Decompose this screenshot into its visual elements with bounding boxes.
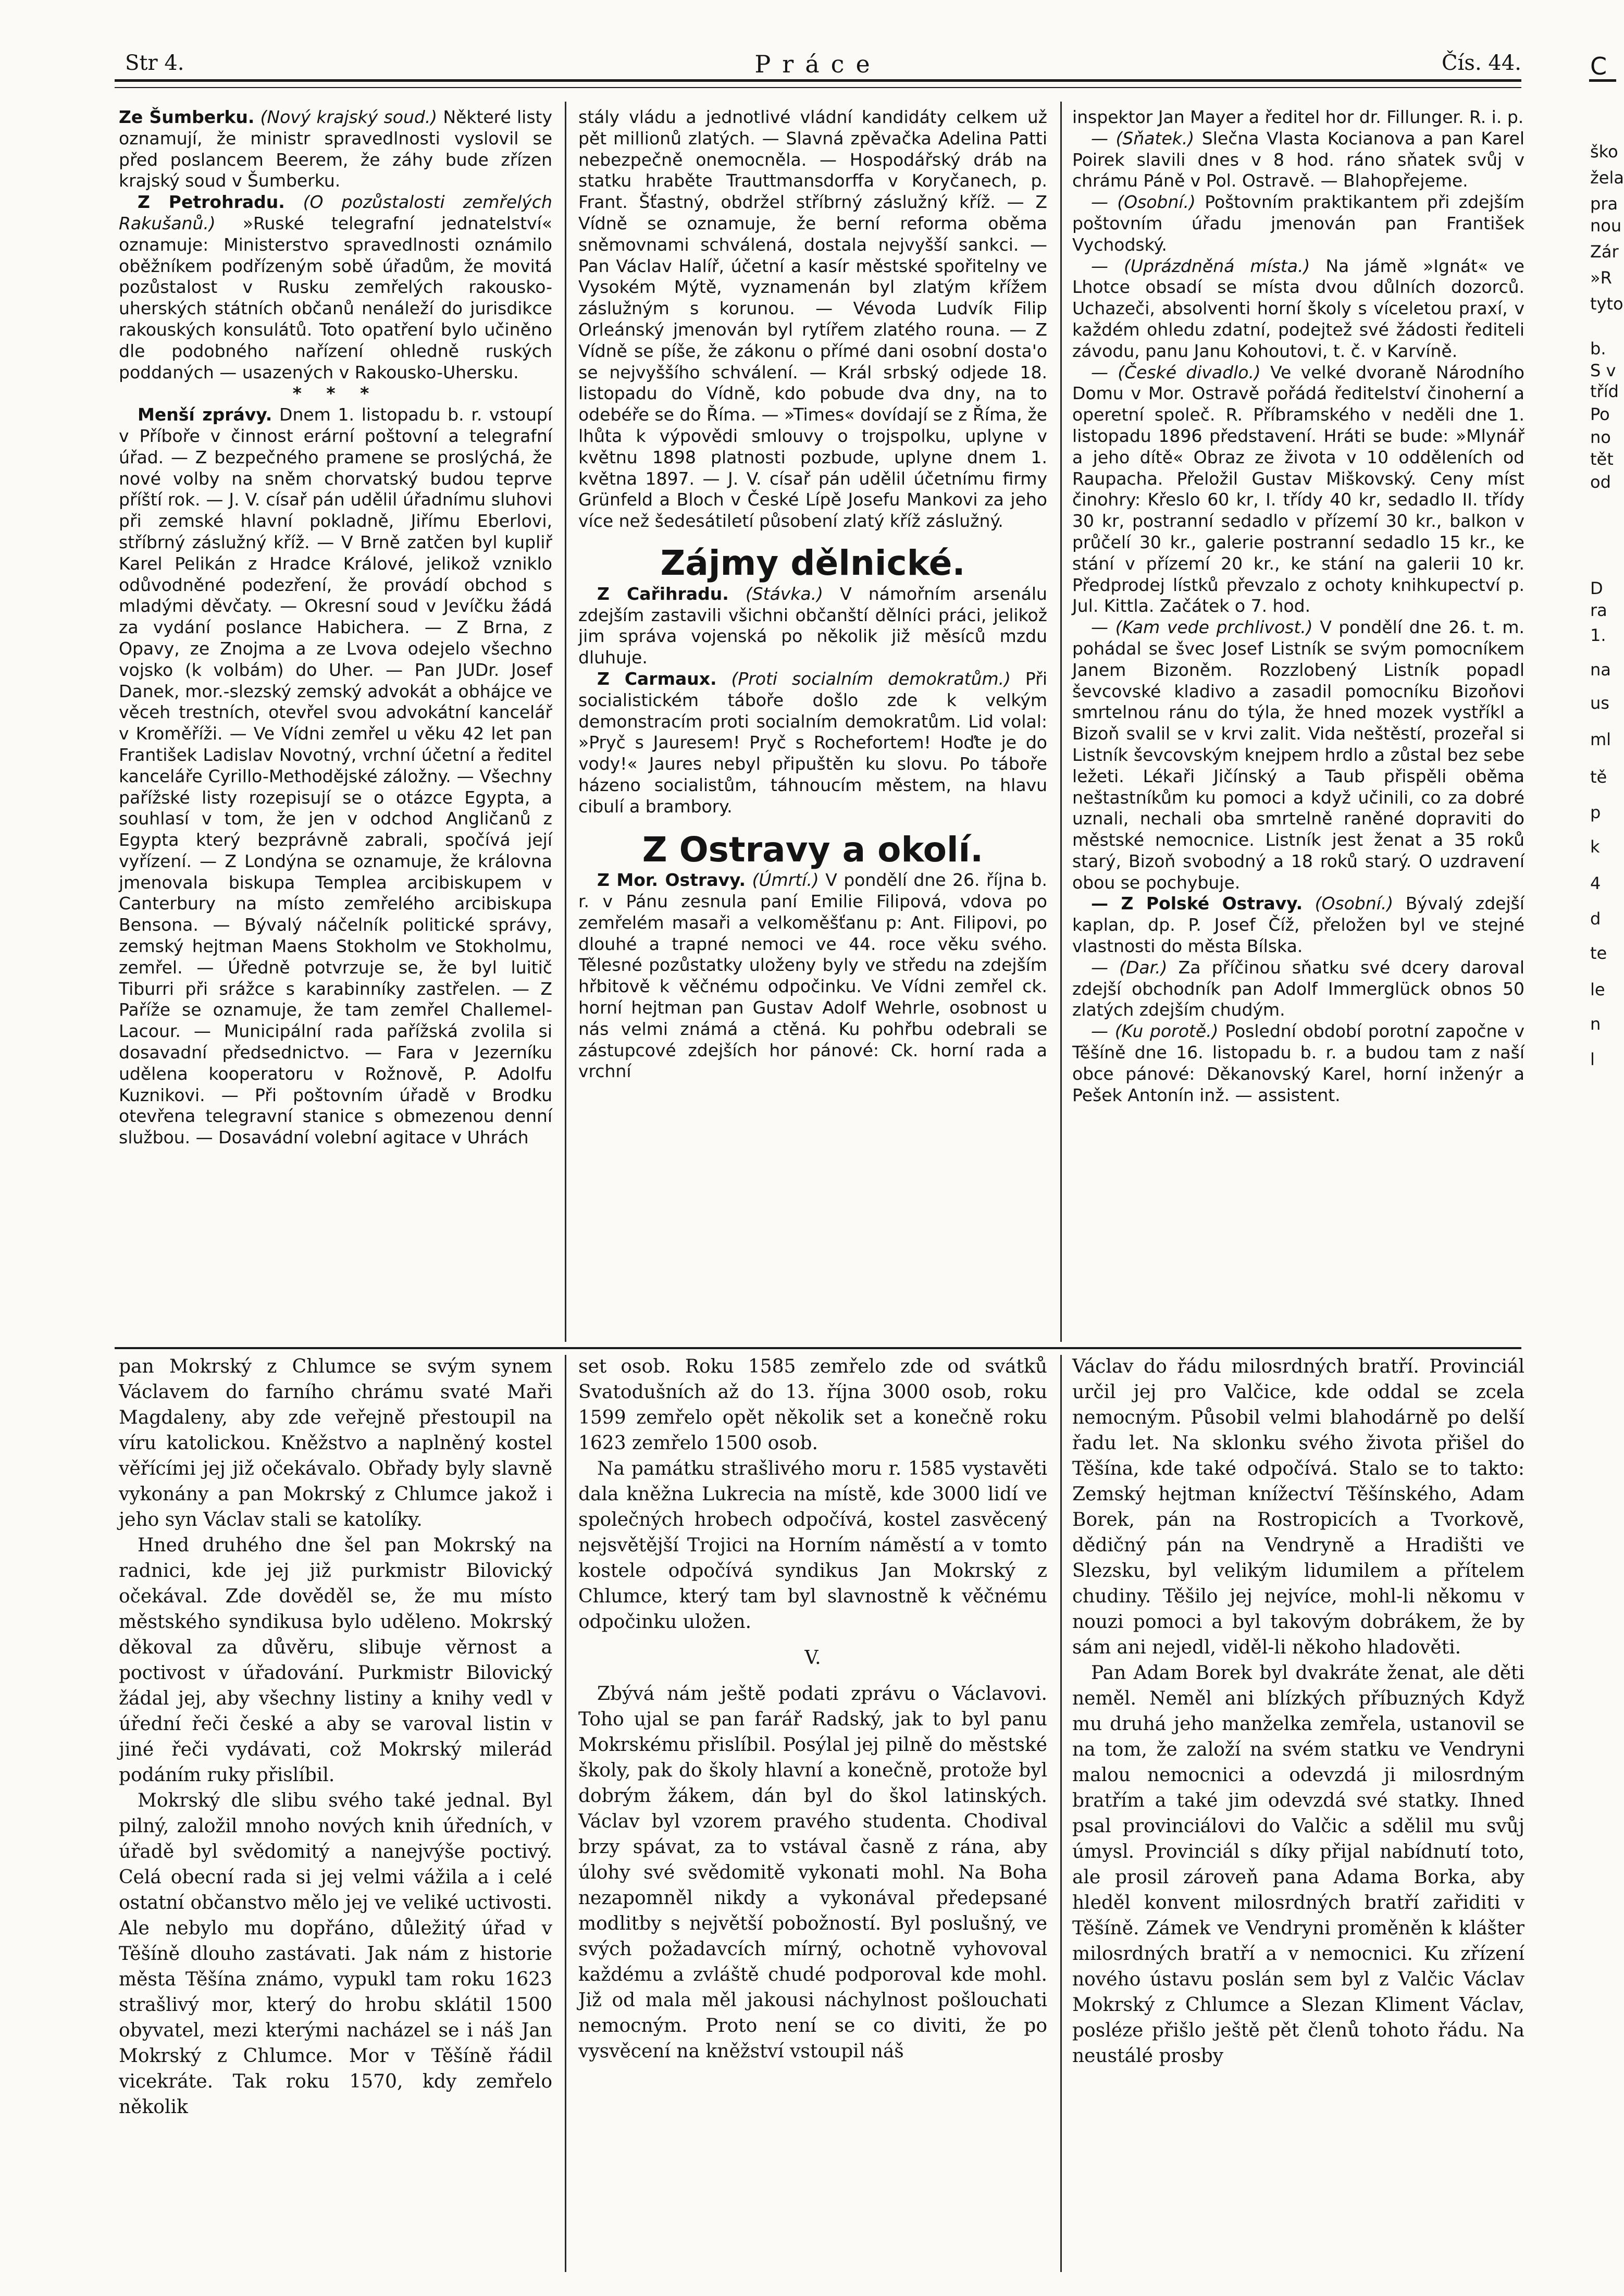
item-heading: — Z Polské Ostravy. — [1091, 893, 1303, 914]
item-subheading: — (Ku porotě.) — [1091, 1021, 1219, 1042]
edge-fragment: Zár — [1590, 242, 1619, 262]
edge-fragment: p — [1590, 803, 1601, 822]
item-subheading: — (Sňatek.) — [1091, 128, 1195, 149]
chapter-number: V. — [804, 1647, 821, 1669]
page-number: Str 4. — [125, 51, 184, 75]
news-item — [119, 192, 552, 383]
feuilleton-paragraph: Zbývá nám ještě podati zprávu o Václavovi. Toho ujal se pan farář Radský, jak to byl panu Mokrskému přislíbil. Posýlal jej pilně do městské školy, pak do školy hlavní a konečně, protože byl dobrým žákem, dán byl do škol latinských. Václav byl vzorem pravého studenta. Chodival brzy spávat, za to vstával časně z rána, aby úlohy své svědomitě vykonati mohl. Na Boha nezapomněl nikdy a vykonával předepsané modlitby s největší pobožností. Byl poslušný, ve svých požadavcích mírný, ochotně vyhovoval každému a zvláště chudé podporoval kde mohl. Již od mala měl jakousi náchylnost pošlouchati nemocným. Proto není se co diviti, že po vysvěcení na kněžství vstoupil náš — [578, 1683, 1047, 2062]
next-page-edge — [1589, 0, 1624, 2296]
item-text: inspektor Jan Mayer a ředitel hor dr. Fillunger. R. i. p. — [1072, 107, 1524, 127]
edge-fragment: no — [1590, 427, 1611, 447]
edge-fragment: nou — [1590, 216, 1622, 236]
item-heading: Z Carmaux. — [597, 668, 717, 689]
news-item — [119, 107, 552, 192]
news-item — [1072, 107, 1524, 128]
edge-fragment: n — [1590, 1014, 1601, 1034]
item-text: Poslední období porotní započne v Těšíně dne 16. listopadu b. r. a budou tam z naší obce pánové: Děkanovský Karel, horní inženýr a Pešek Antonín inž. — assistent. — [1072, 1021, 1524, 1105]
feuilleton-paragraph: Pan Adam Borek byl dvakráte ženat, ale děti neměl. Neměl ani blízkých příbuzných Když mu druhá jeho manželka zemřela, ustanovil se na tom, že založí na svém statku ve Vendryni malou nemocnici a odevzdá ji milosrdným bratřím a také jim odevzdá své statky. Ihned psal provinciálovi do Valčic a sdělil mu svůj úmysl. Provinciál s díky přijal nabídnutí toto, ale prosil zároveň pana Adama Borka, aby hleděl konvent milosrdných bratří zařiditi v Těšíně. Zámek ve Vendryni proměněn k klášter milosrdných bratří a v nemocnici. Ku zřízení nového ústavu poslán sem byl z Valčic Václav Mokrský z Chlumce a Slezan Kliment Václav, posléze přišlo ještě pět členů tohoto řádu. Na neustálé prosby — [1072, 1662, 1524, 2067]
feuilleton-paragraph: Hned druhého dne šel pan Mokrský na radnici, kde jej již purkmistr Bilovický očekával. Zde dověděl se, že mu místo městského syndikusa bylo uděleno. Mokrský děkoval za důvěru, slibuje věrnost a poctivost v úřadování. Purkmistr Bilovický žádal jej, aby všechny listiny a knihy vedl v úřední řeči české a aby se varoval listin v jiné řeči vydávati, což Mokrský milerád podáním ruky přislíbil. — [119, 1535, 552, 1786]
item-text: Při socialistickém táboře došlo zde k velkým demonstracím proti socialním demokratům. Lid volal: »Pryč s Jauresem! Pryč s Rochefortem! Hoďte je do vody!« Jaures nebyl připuštěn ku slovu. Po táboře házeno socialistům, táhnoucím městem, na hlavu cibulí a brambory. — [578, 668, 1047, 817]
edge-fragment: »R — [1590, 268, 1612, 288]
column-2 — [578, 107, 1047, 1082]
news-item — [1072, 893, 1524, 957]
column-3 — [1072, 107, 1524, 1106]
item-text: Slečna Vlasta Kocianova a pan Karel Poirek slavili dnes v 8 hod. ráno sňatek svůj v chrámu Páně v Pol. Ostravě. — Blahopřejeme. — [1072, 128, 1525, 191]
edge-fragment: C — [1590, 52, 1607, 80]
feuilleton-paragraph: pan Mokrský z Chlumce se svým synem Václavem do farního chrámu svaté Maři Magdaleny, aby zde veřejně přestoupil na víru katolickou. Kněžstvo a naplněný kostel věřícími jej již očekávalo. Obřady byly slavně vykonány a pan Mokrský z Chlumce jakož i jeho syn Václav stali se katolíky. — [119, 1356, 552, 1530]
news-item — [1072, 256, 1524, 362]
item-text: V pondělí dne 26. října b. r. v Pánu zesnula paní Emilie Filipová, vdova po zemřelém masaři a velkoměšťanu p: Ant. Filipovi, po dlouhé a trapné nemoci ve 44. roce věku svého. Tělesné pozůstatky uloženy byly ve středu na zdejším hřbitově k věčnému odpočinku. Ve Vídni zemřel ck. horní hejtman pan Gustav Adolf Wehrle, osobnost u nás velmi známá a ctěná. Ku pohřbu odebrali se zástupcové zdejších hor pánové: Ck. horní rada a vrchní — [578, 870, 1047, 1082]
item-text: Bývalý zdejší kaplan, dp. P. Josef Číž, přeložen byl ve stejné vlastnosti do města Bílska. — [1072, 893, 1524, 957]
edge-fragment: le — [1590, 980, 1605, 999]
header-rule — [115, 79, 1521, 88]
edge-fragment: Po — [1590, 404, 1610, 424]
feuilleton-paragraph: Na památku strašlivého moru r. 1585 vystavěti dala kněžna Lukrecia na místě, kde 3000 lidí ve společných hrobech odpočívá, kostel zasvěcený nejsvětější Trojici na Horním náměstí a v tomto kostele odpočívá syndikus Jan Mokrský z Chlumce, který tam byl slavnostně k věčnému odpočinku uložen. — [578, 1458, 1047, 1633]
feuilleton-paragraph: Mokrský dle slibu svého také jednal. Byl pilný, založil mnoho nových knih úředních, v úřadě byl svědomitý a nanejvýše poctivý. Celá obecní rada si jej velmi vážila a i celé ostatní občanstvo mělo jej ve veliké uctivosti. Ale nebylo mu dopřáno, důležitý úřad v Těšíně dlouho zastávati. Jak nám z historie města Těšína známo, vypukl tam roku 1623 strašlivý mor, který do hrobu sklátil 1500 obyvatel, mezi kterými nacházel se i náš Jan Mokrský z Chlumce. Mor v Těšíně řádil vicekráte. Tak roku 1570, kdy zemřelo několik — [119, 1790, 552, 2118]
item-subheading: (Stávka.) — [745, 583, 824, 604]
item-subheading: — (Uprázdněná místa.) — [1091, 255, 1310, 276]
item-subheading: (Osobní.) — [1315, 893, 1394, 914]
edge-fragment: tyto — [1590, 294, 1623, 314]
edge-fragment: na — [1590, 660, 1611, 680]
feuilleton-column-2 — [578, 1354, 1047, 2064]
item-heading: Z Petrohradu. — [138, 192, 285, 213]
news-item — [1072, 957, 1524, 1021]
edge-fragment: ra — [1590, 600, 1607, 620]
item-subheading: — (Osobní.) — [1091, 192, 1196, 213]
column-1 — [119, 107, 552, 1149]
item-text: Ve velké dvoraně Národního Domu v Mor. Ostravě pořádá ředitelství činoherní a operetní společ. R. Příbramského v neděli dne 1. listopadu 1896 představení. Hráti se bude: »Mlynář a jeho dítě« Obraz ze života v 10 odděleních od Raupacha. Přeložil Gustav Miškovský. Ceny míst činohry: Křeslo 60 kr, I. třídy 40 kr, sedadlo II. třídy 30 kr, postranní sedadlo v přízemí 30 kr., balkon v průčelí 30 kr., galerie postranní sedadlo 15 kr., ke stání v přízemí 20 kr., ke stání na galerii 10 kr. Předprodej lístků převzalo z ochoty knihkupectví p. Jul. Kittla. Začátek o 7. hod. — [1072, 362, 1525, 616]
item-text: V pondělí dne 26. t. m. pohádal se švec Josef Listník se svým pomocníkem Janem Bizoněm. Rozzlobený Listník popadl ševcovské kladivo a zasadil pomocníku Bizoňovi smrtelnou ránu do týla, že hned mozek vystříkl a Bizoň svalil se v krvi zalit. Vida neštěstí, prozeřal si Listník ševcovským knejpem hrdlo a zůstal bez sebe ležeti. Lékaři Jičínský a Taub přispěli oběma neštastníkům ku pomoci a když učinili, co za dobré uznali, nechali oba smrtelně raněné dopraviti do městské nemocnice. Listník jest ženat a 35 roků starý, Bizoň svobodný a 18 roků starý. O uzdravení obou se pochybuje. — [1072, 617, 1524, 893]
feuilleton-column-1 — [119, 1354, 552, 2120]
item-subheading: — (České divadlo.) — [1091, 362, 1261, 382]
edge-fragment: tříd — [1590, 381, 1619, 401]
column-divider — [1060, 102, 1062, 1342]
news-item — [1072, 128, 1524, 192]
column-divider — [565, 1355, 566, 2272]
item-text: Za příčinou sňatku své dcery daroval zdejší obchodník pan Adolf Immerglück obnos 50 zlatých zdejším chudým. — [1072, 957, 1524, 1020]
edge-fragment: us — [1590, 693, 1609, 713]
item-heading: Z Mor. Ostravy. — [597, 870, 746, 891]
item-text: Poštovním praktikantem při zdejším poštovním úřadu jmenován pan František Vychodský. — [1072, 192, 1524, 255]
feuilleton-column-3 — [1072, 1354, 1524, 2069]
item-text: »Ruské telegrafní jednatelství« oznamuje: Ministerstvo spravedlnosti oznámilo oběžníkem podřízeným sobě úřadům, že movitá pozůstalost v Rusku zemřelých rakousko-uherských státních občanů nenáleží do jurisdikce rakouských konsulátů. Toto opatření bylo učiněno dle podobného nařízení ohledně ruských poddaných — usazených v Rakousko-Uhersku. — [119, 213, 552, 382]
item-heading: Ze Šumberku. — [119, 107, 255, 127]
page-header — [115, 48, 1521, 79]
edge-fragment: žela — [1590, 168, 1624, 188]
section-heading-zajmy: Zájmy dělnické. — [660, 542, 965, 583]
edge-fragment: k — [1590, 837, 1600, 857]
item-subheading: — (Dar.) — [1091, 957, 1168, 978]
column-divider — [1060, 1355, 1062, 2272]
news-item — [1072, 1021, 1524, 1106]
edge-fragment: pra — [1590, 194, 1618, 214]
item-text: Některé listy oznamují, že ministr spravedlnosti vyslovil se před poslancem Beerem, že záhy bude zřízen krajský soud v Šumberku. — [119, 107, 552, 191]
column-divider — [565, 102, 566, 1342]
edge-fragment: 4 — [1590, 873, 1601, 893]
edge-fragment: te — [1590, 943, 1607, 963]
news-item — [1072, 362, 1524, 618]
edge-fragment: od — [1590, 472, 1611, 492]
item-subheading: (Proti socialním demokratům.) — [731, 668, 1011, 689]
edge-fragment: b. — [1590, 339, 1606, 359]
news-item — [1072, 617, 1524, 893]
news-item — [578, 669, 1047, 818]
issue-number: Čís. 44. — [1442, 51, 1521, 75]
item-subheading: (Úmrtí.) — [752, 870, 819, 891]
edge-fragment: S v — [1590, 361, 1616, 380]
edge-fragment: l — [1590, 1050, 1595, 1069]
edge-fragment: tět — [1590, 449, 1614, 469]
news-item — [578, 584, 1047, 669]
news-continuation: stály vládu a jednotlivé vládní kandidáty celkem už pět millionů zlatých. — Slavná zpěvačka Adelina Patti nebezpečně onemocněla. — Hospodářský dráb na statku hraběte Trauttmansdorffa v Koryčanech, p. Frant. Šťastný, obdržel stříbrný záslužný kříž. — Z Vídně se oznamuje, že berní reforma oběma sněmovnami schválená, dostala nejvyšší sankci. — Pan Václav Halíř, účetní a kasír městské spořitelny ve Vysokém Mýtě, vyznamenán byl zlatým křížem záslužným s korunou. — Vévoda Ludvík Filip Orleánský jmenován byl rytířem zlatého rouna. — Z Vídně se píše, že zákonu o přímé dani osobní dosta'o se nejvyššího schválení. — Král srbský odjede 18. listopadu do Vídně, kdo pobude dva dny, na to odebéře se do Říma. — »Times« dovídají se z Říma, že lhůta k výpovědi smlouvy o trojspolku, uplyne v květnu 1898 platnosti pozbude, uplyne dnem 1. května 1897. — J. V. císař pán udělil účetnímu firmy Grünfeld a Bloch v České Lípě Josefu Mankovi za jeho více než šedesátiletí působení zlatý kříž záslužný. — [578, 107, 1047, 532]
section-heading-ostrava: Z Ostravy a okolí. — [642, 829, 984, 870]
edge-fragment: D — [1590, 578, 1603, 598]
item-subheading: — (Kam vede prchlivost.) — [1091, 617, 1313, 638]
item-text: Na jámě »Ignát« ve Lhotce obsadí se místa dvou důlních dozorců. Uchazeči, absolventi horní školy s víceletou praxí, v každém ohledu zdatní, podejtež své žádosti řediteli závodu, panu Janu Kohoutovi, t. č. v Karvíně. — [1072, 255, 1524, 361]
edge-fragment: tě — [1590, 767, 1607, 787]
feuilleton-paragraph: Václav do řádu milosrdných bratří. Provinciál určil jej pro Valčice, kde oddal se zcela nemocným. Působil velmi blahodárně po delší řadu let. Na sklonku svého života přišel do Těšína, kde také odpočívá. Stalo se to takto: Zemský hejtman knížectví Těšínského, Adam Borek, pán na Rostropicích a Tvorkově, dědičný pán na Vendryně a Hradišti ve Slezsku, byl velikým lidumilem a přítelem chudiny. Těšilo jej nejvíce, mohl-li někomu v nouzi pomoci a byl takovým dobrákem, že by sám ani nejedl, viděl-li někoho hladověti. — [1072, 1356, 1524, 1658]
item-text: Dnem 1. listopadu b. r. vstoupí v Příboře v činnost erární poštovní a telegrafní úřad. — Z bezpečného pramene se proslýchá, že nové volby na sněm chorvatský budou teprve příští rok. — J. V. císař pán udělil úřadnímu sluhovi při zemské hlavní pokladně, Jiřímu Eberlovi, stříbrný záslužný kříž. — V Brně zatčen byl kupliř Karel Pelikán z Hradce Králové, jelikož vzniklo odůvodněné podezření, že provádí obchod s mladými děvčaty. — Okresní soud v Jevíčku žádá za vydání poslance Habichera. — Z Brna, z Opavy, ze Znojma a ze Lvova odejelo všechno vojsko (k volbám) do Uher. — Pan JUDr. Josef Danek, mor.-slezský zemský advokát a obhájce ve věceh trestních, otevřel svou advokátní kancelář v Kroměříži. — Ve Vídni zemřel u věku 42 let pan František Ladislav Novotný, vrchní účetní a ředitel kanceláře Cyrillo-Methodějské záložny. — Všechny pařížské listy rozepisují se o otázce Egypta, a souhlasí v tom, že jen v odchod Angličanů z Egypta který bezprávně zabrali, spočívá její vyřízení. — Z Londýna se oznamuje, že královna jmenovala biskupa Templea arcibiskupem v Canterbury na místo zemřelého arcibiskupa Bensona. — Bývalý náčelník politické správy, zemský hejtman Maens Stokholm ve Stokholmu, zemřel. — Úředně potvrzuje se, že byl luitič Tiburri při srážce s karabinníky zastřelen. — Z Paříže se oznamuje, že tam zemřel Challemel-Lacour. — Municipální rada pařížská zvolila si dosavadní předsednictvo. — Fara v Jezerníku udělena kooperatoru v Rožnově, P. Adolfu Kuznikovi. — Při poštovním úřadě v Brodku otevřena telegravní stanice s obmezenou denní službou. — Dosavádní volební agitace v Uhrách — [119, 404, 552, 1148]
edge-fragment: ml — [1590, 730, 1611, 749]
news-item — [119, 404, 552, 1149]
edge-fragment: ško — [1590, 142, 1618, 162]
item-subheading: (O pozůstalosti zemřelých Rakušanů.) — [119, 192, 552, 233]
masthead-title: Práce — [754, 50, 882, 78]
item-heading: Menší zprávy. — [138, 404, 272, 425]
news-item — [578, 870, 1047, 1082]
news-item — [1072, 192, 1524, 255]
section-stars: * * * — [292, 383, 379, 404]
item-heading: Z Cařihradu. — [597, 583, 729, 604]
edge-fragment: 1. — [1590, 625, 1606, 645]
feuilleton-rule — [115, 1347, 1521, 1349]
edge-fragment: d — [1590, 909, 1601, 929]
item-text: V námořním arsenálu zdejším zastavili všichni občanští dělníci práci, jelikož jim správa vojenská po několik již měsíců mzdu dluhuje. — [578, 583, 1047, 668]
item-subheading: (Nový krajský soud.) — [260, 107, 438, 127]
feuilleton-paragraph: set osob. Roku 1585 zemřelo zde od svátků Svatodušních až do 13. října 3000 osob, roku 1599 zemřelo opět několik set a konečně roku 1623 zemřelo 1500 osob. — [578, 1356, 1047, 1454]
